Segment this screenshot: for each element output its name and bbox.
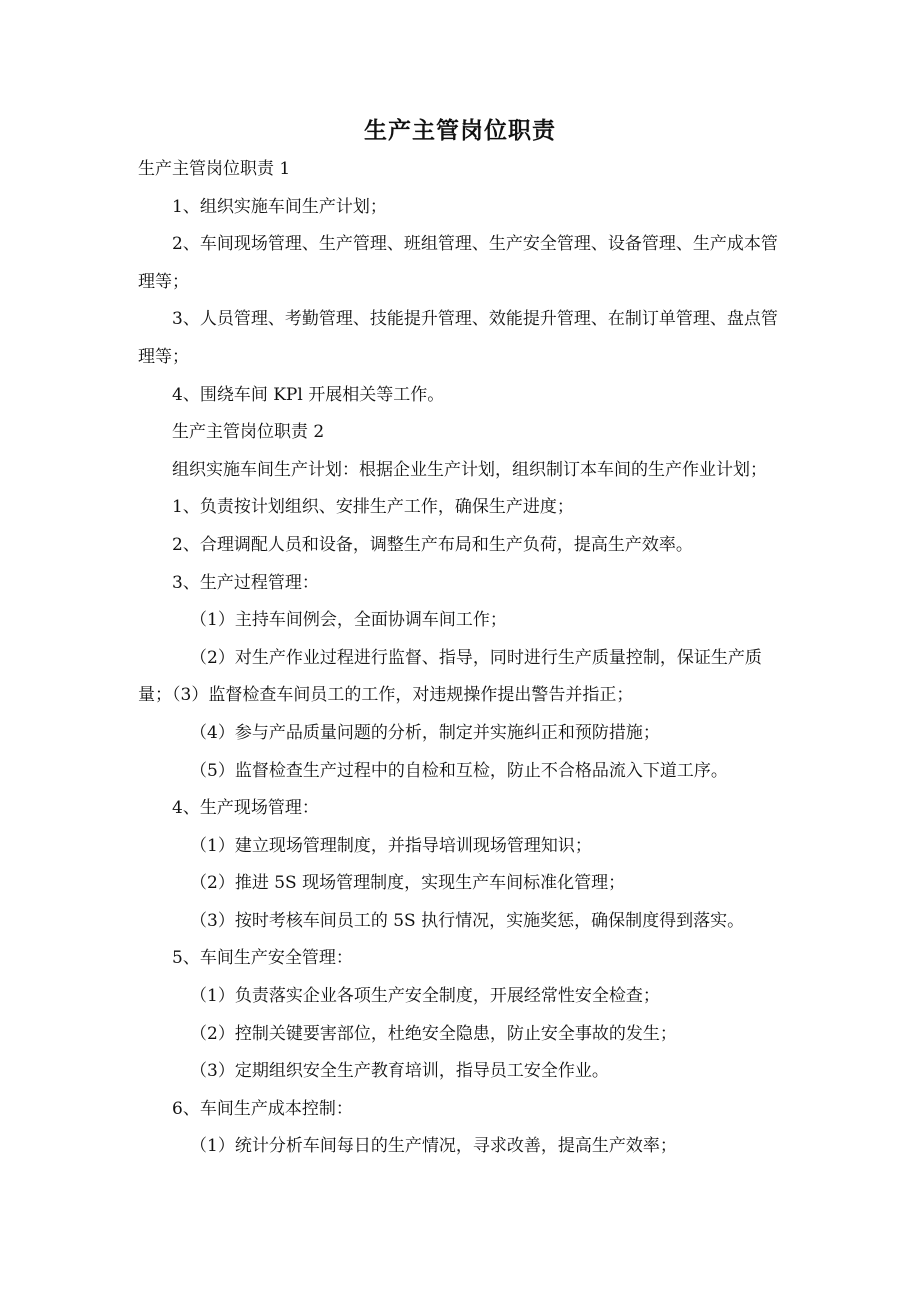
paragraph: 组织实施车间生产计划：根据企业生产计划，组织制订本车间的生产作业计划； [172,459,767,480]
document-body [138,151,783,1166]
paragraph: 4、生产现场管理： [172,798,319,819]
paragraph: （5）监督检查生产过程中的自检和互检，防止不合格品流入下道工序。 [190,760,728,781]
paragraph: 生产主管岗位职责 1 [138,159,291,179]
paragraph: （3）定期组织安全生产教育培训，指导员工安全作业。 [190,1061,609,1082]
paragraph: （1）主持车间例会，全面协调车间工作； [190,610,507,631]
paragraph: 1、负责按计划组织、安排生产工作，确保生产进度； [172,497,574,518]
paragraph: （3）按时考核车间员工的 5S 执行情况，实施奖惩，确保制度得到落实。 [190,910,745,931]
paragraph: （1）建立现场管理制度，并指导培训现场管理知识； [190,835,592,856]
paragraph: （1）统计分析车间每日的生产情况，寻求改善，提高生产效率； [190,1136,677,1157]
paragraph: 2、车间现场管理、生产管理、班组管理、生产安全管理、设备管理、生产成本管理等； [138,234,778,292]
paragraph: （4）参与产品质量问题的分析，制定并实施纠正和预防措施； [190,722,660,743]
paragraph: （1）负责落实企业各项生产安全制度，开展经常性安全检查； [190,986,660,1007]
paragraph: 4、围绕车间 KPl 开展相关等工作。 [172,384,445,405]
paragraph: （2）对生产作业过程进行监督、指导，同时进行生产质量控制，保证生产质量；（3）监督检查车间员工的工作，对违规操作提出警告并指正； [138,647,762,706]
paragraph: 3、人员管理、考勤管理、技能提升管理、效能提升管理、在制订单管理、盘点管理等； [138,309,778,367]
document-title: 生产主管岗位职责 [364,118,556,144]
paragraph: 1、组织实施车间生产计划； [172,196,387,217]
paragraph: （2）推进 5S 现场管理制度，实现生产车间标准化管理； [190,873,626,894]
paragraph: 2、合理调配人员和设备，调整生产布局和生产负荷，提高生产效率。 [172,534,693,555]
paragraph: 生产主管岗位职责 2 [172,422,325,443]
paragraph: 6、车间生产成本控制： [172,1098,353,1119]
paragraph: （2）控制关键要害部位，杜绝安全隐患，防止安全事故的发生； [190,1023,677,1044]
paragraph: 5、车间生产安全管理： [172,948,353,969]
paragraph: 3、生产过程管理： [172,572,319,593]
